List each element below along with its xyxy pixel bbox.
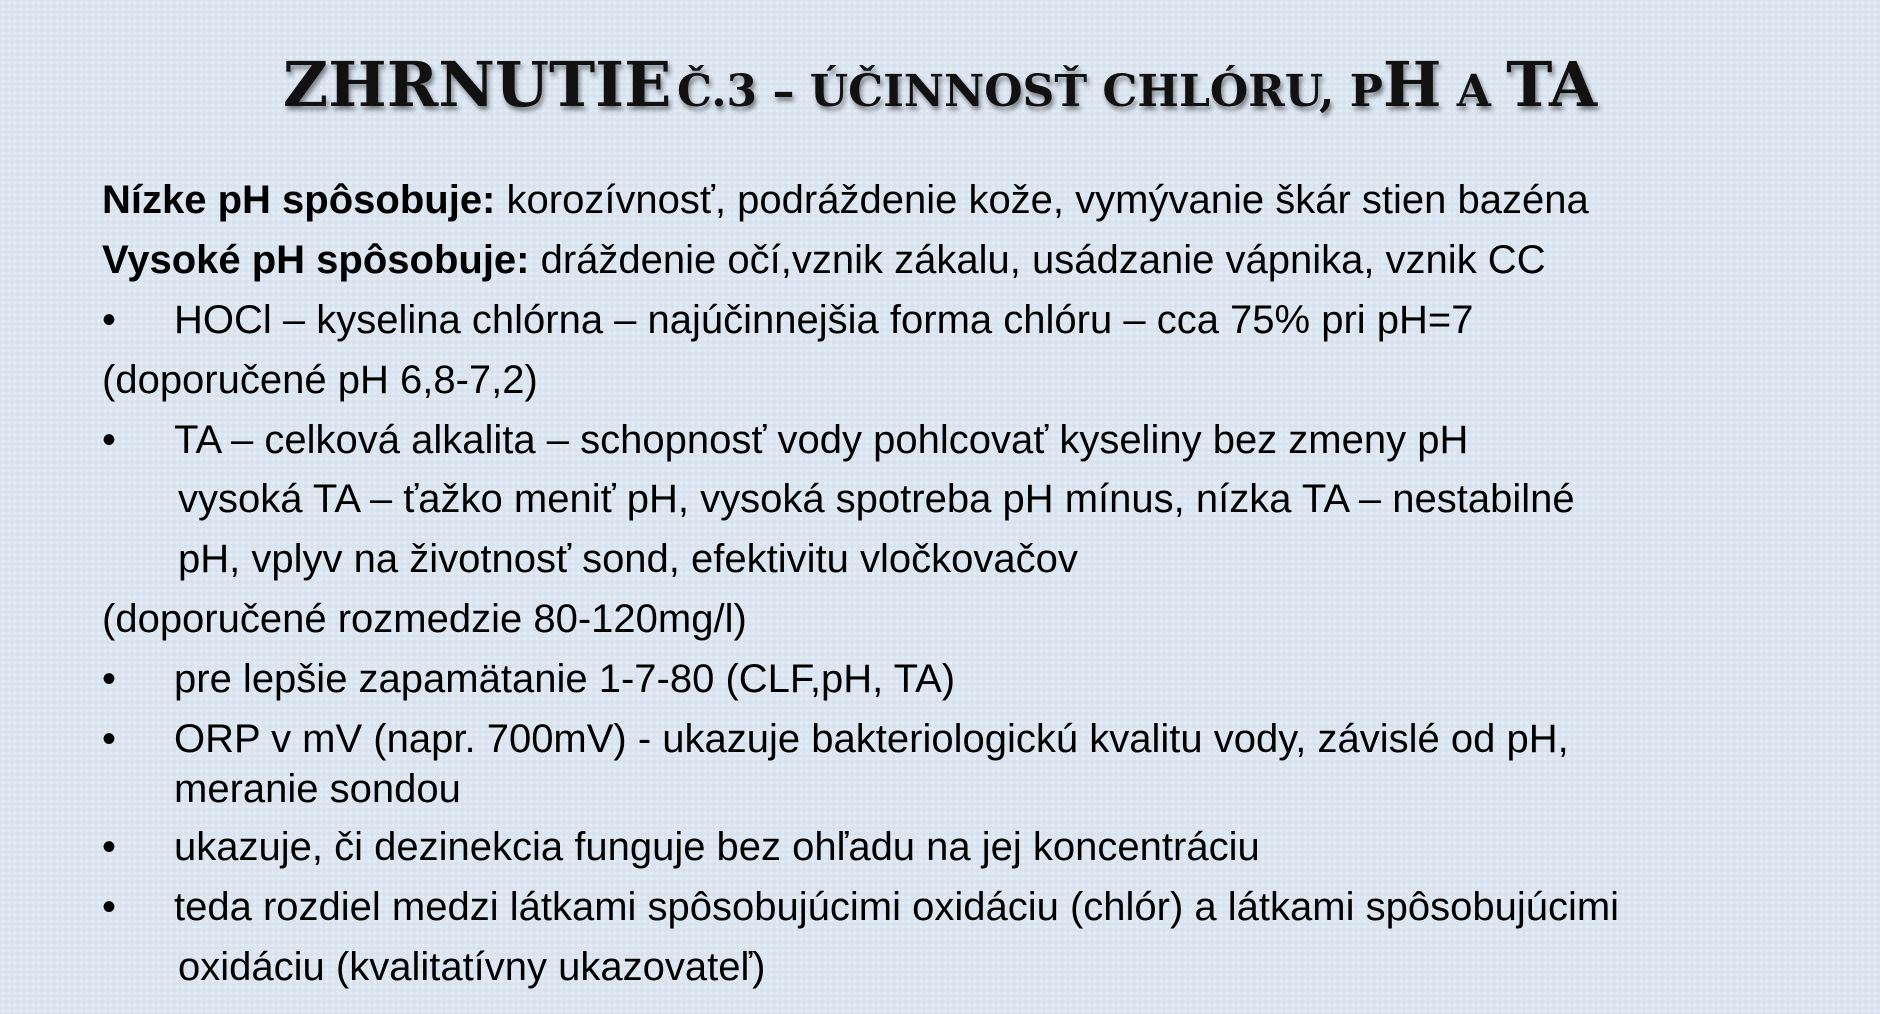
title-part2: Č.3 – ÚČINNOSŤ CHLÓRU, P: [676, 66, 1383, 117]
low-ph-line: [102, 176, 1589, 224]
bullet-icon: •: [102, 825, 117, 869]
low-ph-text: korozívnosť, podráždenie kože, vymývanie škár stien bazéna: [495, 178, 1589, 222]
high-ph-text: dráždenie očí,vznik zákalu, usádzanie vápnika, vznik CC: [529, 238, 1546, 282]
ta-continuation-2: pH, vplyv na životnosť sond, efektivitu vločkovačov: [178, 537, 1078, 581]
title-part4: A: [1441, 66, 1507, 117]
high-ph-label: Vysoké pH spôsobuje:: [102, 238, 530, 282]
bullet-remember: pre lepšie zapamätanie 1-7-80 (CLF,pH, TA): [174, 657, 956, 701]
bullet-disinfection: ukazuje, či dezinekcia funguje bez ohľadu na jej koncentráciu: [174, 825, 1260, 869]
bullet-ta: TA – celková alkalita – schopnosť vody pohlcovať kyseliny bez zmeny pH: [174, 418, 1469, 462]
recommended-ta: (doporučené rozmedzie 80-120mg/l): [102, 597, 747, 641]
title-part5: TA: [1506, 48, 1598, 121]
recommended-ph: (doporučené pH 6,8-7,2): [102, 358, 538, 402]
bullet-orp: ORP v mV (napr. 700mV) - ukazuje bakteriologickú kvalitu vody, závislé od pH,: [174, 717, 1569, 761]
title-part3: H: [1382, 48, 1442, 121]
bullet-icon: •: [102, 717, 117, 761]
high-ph-line: [102, 236, 1546, 284]
bullet-hocl: HOCl – kyselina chlórna – najúčinnejšia forma chlóru – cca 75% pri pH=7: [174, 298, 1474, 342]
bullet-icon: •: [102, 885, 117, 929]
bullet-icon: •: [102, 418, 117, 462]
difference-continuation: oxidáciu (kvalitatívny ukazovateľ): [178, 945, 766, 989]
ta-continuation-1: vysoká TA – ťažko meniť pH, vysoká spotreba pH mínus, nízka TA – nestabilné: [178, 477, 1575, 521]
bullet-difference: teda rozdiel medzi látkami spôsobujúcimi oxidáciu (chlór) a látkami spôsobujúcimi: [174, 885, 1620, 929]
bullet-icon: •: [102, 298, 117, 342]
bullet-icon: •: [102, 657, 117, 701]
low-ph-label: Nízke pH spôsobuje:: [102, 178, 496, 222]
orp-continuation: meranie sondou: [174, 767, 461, 811]
title-part1: ZHRNUTIE: [282, 48, 672, 121]
